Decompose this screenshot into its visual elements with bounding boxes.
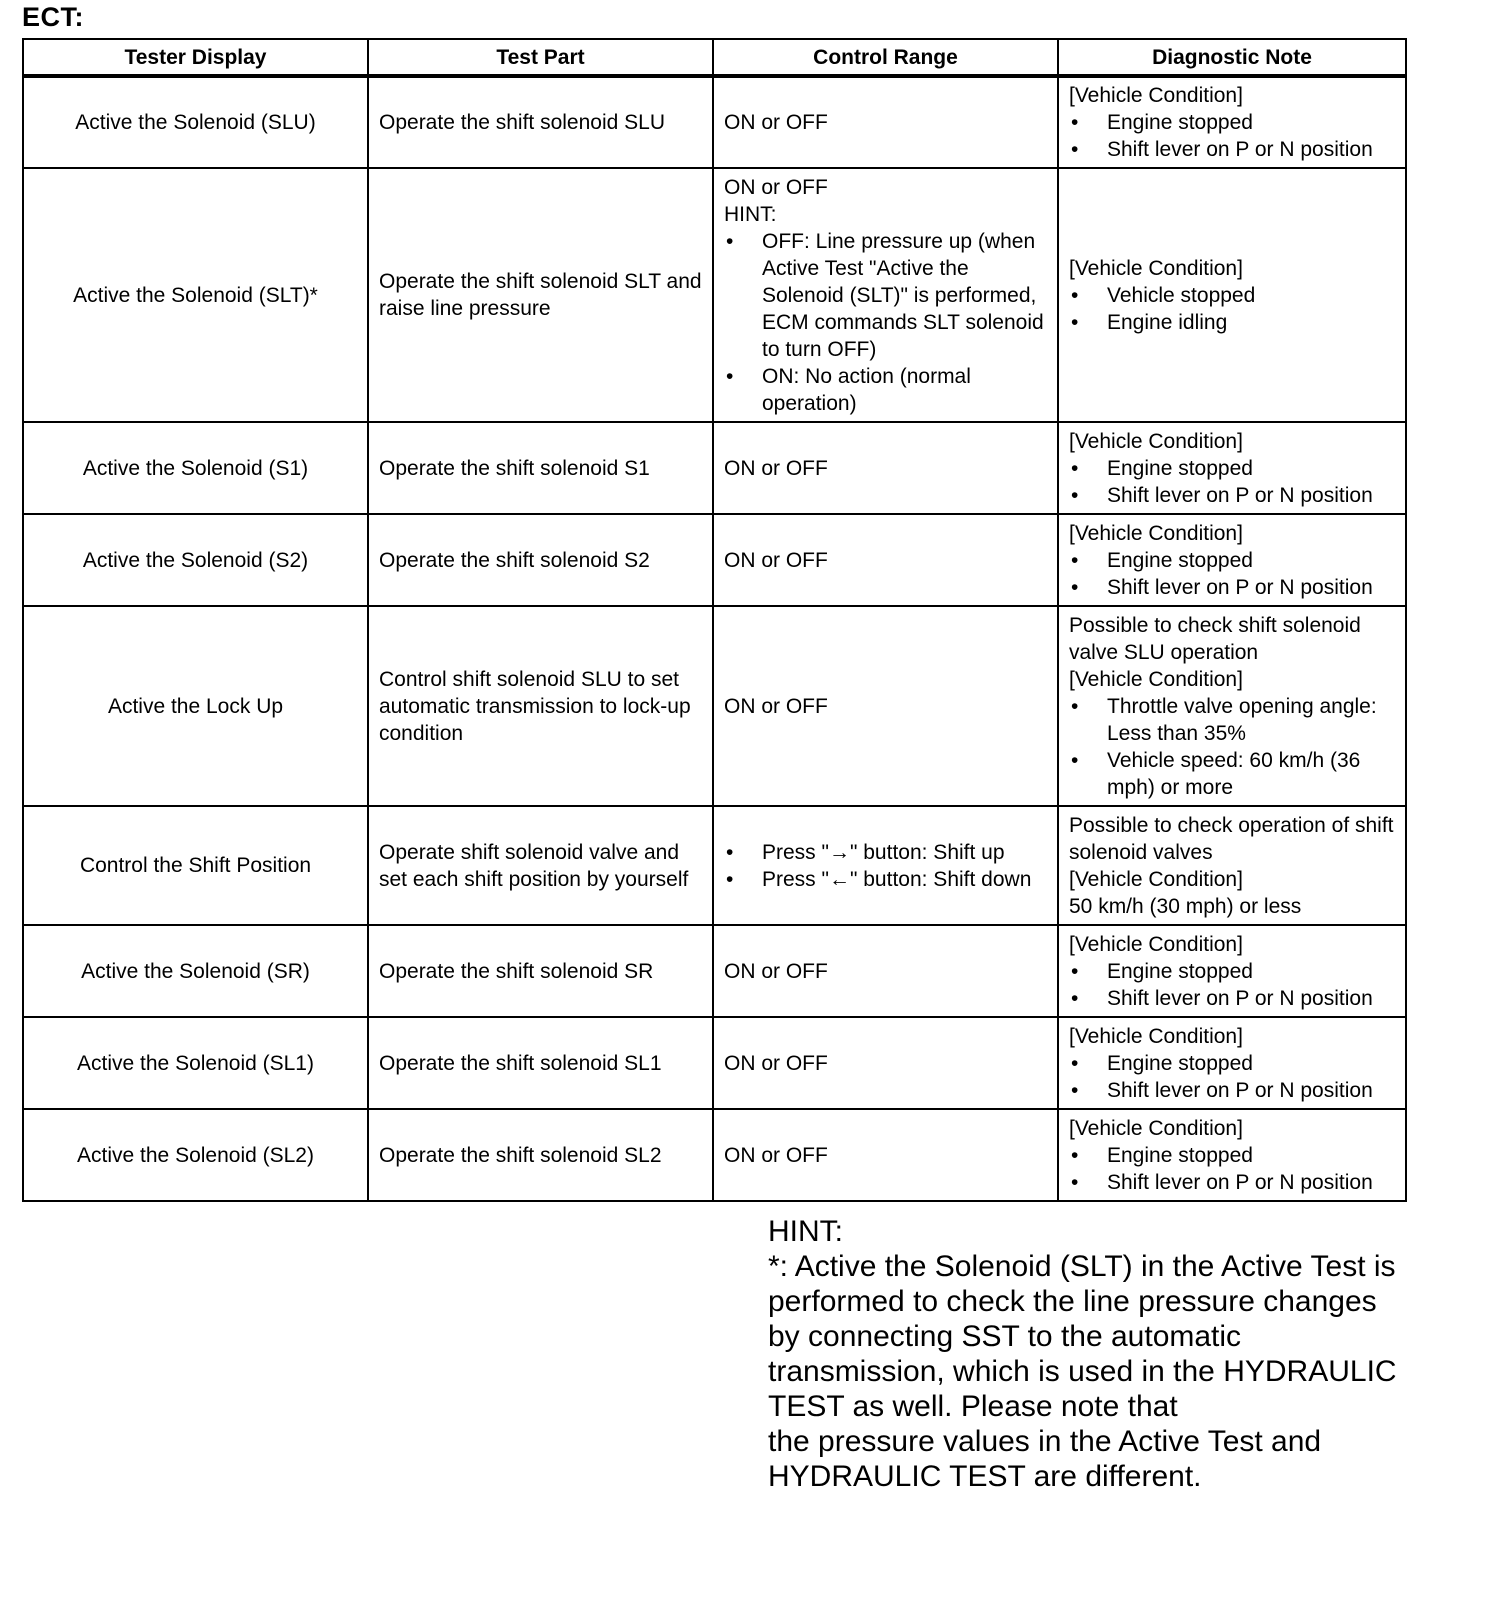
note-list: [1069, 282, 1395, 336]
test-part-cell: Operate the shift solenoid SLT and raise line pressure: [368, 168, 713, 422]
list-item: • Throttle valve opening angle: Less than 35%: [1069, 693, 1395, 747]
footnote-line: HYDRAULIC TEST are different.: [768, 1460, 1202, 1493]
note-post: 50 km/h (30 mph) or less: [1069, 894, 1302, 918]
tester-display-cell: Active the Solenoid (S1): [23, 422, 368, 514]
note-pre: Possible to check shift solenoid valve SLU operation: [1069, 613, 1361, 664]
test-part-cell: Operate the shift solenoid SL2: [368, 1109, 713, 1201]
note-intro: [Vehicle Condition]: [1069, 521, 1243, 545]
note-list: [1069, 693, 1395, 801]
test-part-cell: Control shift solenoid SLU to set automatic transmission to lock-up condition: [368, 606, 713, 806]
note-intro: [Vehicle Condition]: [1069, 256, 1243, 280]
control-range-cell: [713, 806, 1058, 925]
header-tester-display: Tester Display: [23, 39, 368, 76]
table-row: [23, 422, 1406, 514]
diagnostic-note-cell: [1058, 422, 1406, 514]
note-list: [1069, 1050, 1395, 1104]
footnote-line: *: Active the Solenoid (SLT) in the Active Test is: [768, 1250, 1396, 1283]
list-item: • Engine stopped: [1069, 1142, 1395, 1169]
header-diagnostic-note: Diagnostic Note: [1058, 39, 1406, 76]
diagnostic-note-cell: [1058, 1109, 1406, 1201]
table-row: [23, 606, 1406, 806]
diagnostic-note-cell: [1058, 925, 1406, 1017]
test-part-cell: Operate the shift solenoid SR: [368, 925, 713, 1017]
list-item: • ON: No action (normal operation): [724, 363, 1047, 417]
note-list: [1069, 455, 1395, 509]
note-intro: [Vehicle Condition]: [1069, 1024, 1243, 1048]
footnote-line: performed to check the line pressure changes: [768, 1285, 1377, 1318]
list-item: • Engine stopped: [1069, 455, 1395, 482]
control-range-cell: ON or OFF: [713, 422, 1058, 514]
table-row: [23, 76, 1406, 168]
footnote-label: HINT:: [768, 1215, 843, 1248]
footnote-line: TEST as well. Please note that: [768, 1390, 1178, 1423]
test-part-cell: Operate the shift solenoid SLU: [368, 76, 713, 168]
note-list: [1069, 109, 1395, 163]
test-part-cell: Operate the shift solenoid S2: [368, 514, 713, 606]
test-part-cell: Operate shift solenoid valve and set each shift position by yourself: [368, 806, 713, 925]
section-title: ECT:: [22, 2, 84, 32]
list-item: • Shift lever on P or N position: [1069, 574, 1395, 601]
list-item: • Engine stopped: [1069, 958, 1395, 985]
control-hint-label: HINT:: [724, 202, 777, 226]
control-range-cell: ON or OFF: [713, 514, 1058, 606]
control-list: [724, 228, 1047, 417]
diagnostic-note-cell: [1058, 606, 1406, 806]
test-part-cell: Operate the shift solenoid SL1: [368, 1017, 713, 1109]
table-header-row: [23, 39, 1406, 76]
control-range-cell: ON or OFF: [713, 76, 1058, 168]
list-item: • Shift lever on P or N position: [1069, 985, 1395, 1012]
diagnostic-note-cell: [1058, 514, 1406, 606]
list-item: • Shift lever on P or N position: [1069, 1169, 1395, 1196]
diagnostic-note-cell: [1058, 168, 1406, 422]
list-item: • Press "→" button: Shift up: [724, 839, 1047, 866]
test-part-cell: Operate the shift solenoid S1: [368, 422, 713, 514]
table-row: [23, 168, 1406, 422]
header-test-part: Test Part: [368, 39, 713, 76]
list-item: • Vehicle speed: 60 km/h (36 mph) or more: [1069, 747, 1395, 801]
table-row: [23, 514, 1406, 606]
list-item: • Vehicle stopped: [1069, 282, 1395, 309]
footnote-hint: [768, 1214, 1408, 1494]
note-intro: [Vehicle Condition]: [1069, 667, 1243, 691]
control-list: [724, 839, 1047, 893]
control-range-cell: ON or OFF: [713, 1109, 1058, 1201]
table-row: [23, 1109, 1406, 1201]
control-range-cell: ON or OFF: [713, 1017, 1058, 1109]
note-list: [1069, 1142, 1395, 1196]
tester-display-cell: Active the Solenoid (SL1): [23, 1017, 368, 1109]
footnote-line: transmission, which is used in the HYDRAULIC: [768, 1355, 1397, 1388]
list-item: • Engine stopped: [1069, 547, 1395, 574]
tester-display-cell: Active the Solenoid (SL2): [23, 1109, 368, 1201]
table-row: [23, 925, 1406, 1017]
tester-display-cell: Active the Solenoid (SR): [23, 925, 368, 1017]
note-intro: [Vehicle Condition]: [1069, 932, 1243, 956]
list-item: • OFF: Line pressure up (when Active Test "Active the Solenoid (SLT)" is performed, ECM commands SLT solenoid to turn OFF): [724, 228, 1047, 363]
active-test-table: [22, 38, 1407, 1202]
tester-display-cell: Control the Shift Position: [23, 806, 368, 925]
note-intro: [Vehicle Condition]: [1069, 84, 1243, 107]
list-item: • Shift lever on P or N position: [1069, 1077, 1395, 1104]
control-range-cell: ON or OFF: [713, 606, 1058, 806]
diagnostic-note-cell: [1058, 806, 1406, 925]
note-intro: [Vehicle Condition]: [1069, 1116, 1243, 1140]
tester-display-cell: Active the Lock Up: [23, 606, 368, 806]
footnote-line: by connecting SST to the automatic: [768, 1320, 1242, 1353]
control-range-cell: ON or OFF: [713, 925, 1058, 1017]
list-item: • Engine stopped: [1069, 1050, 1395, 1077]
diagnostic-note-cell: [1058, 76, 1406, 168]
list-item: • Shift lever on P or N position: [1069, 136, 1395, 163]
footnote-line: the pressure values in the Active Test and: [768, 1425, 1322, 1458]
diagnostic-note-cell: [1058, 1017, 1406, 1109]
table-row: [23, 806, 1406, 925]
note-intro: [Vehicle Condition]: [1069, 429, 1243, 453]
table-row: [23, 1017, 1406, 1109]
list-item: • Shift lever on P or N position: [1069, 482, 1395, 509]
note-list: [1069, 958, 1395, 1012]
tester-display-cell: Active the Solenoid (SLT)*: [23, 168, 368, 422]
list-item: • Engine stopped: [1069, 109, 1395, 136]
tester-display-cell: Active the Solenoid (S2): [23, 514, 368, 606]
tester-display-cell: Active the Solenoid (SLU): [23, 76, 368, 168]
header-control-range: Control Range: [713, 39, 1058, 76]
note-intro: [Vehicle Condition]: [1069, 867, 1243, 891]
list-item: • Engine idling: [1069, 309, 1395, 336]
control-range-cell: [713, 168, 1058, 422]
list-item: • Press "←" button: Shift down: [724, 866, 1047, 893]
note-list: [1069, 547, 1395, 601]
note-pre: Possible to check operation of shift solenoid valves: [1069, 813, 1394, 864]
control-range-value: ON or OFF: [724, 175, 828, 199]
